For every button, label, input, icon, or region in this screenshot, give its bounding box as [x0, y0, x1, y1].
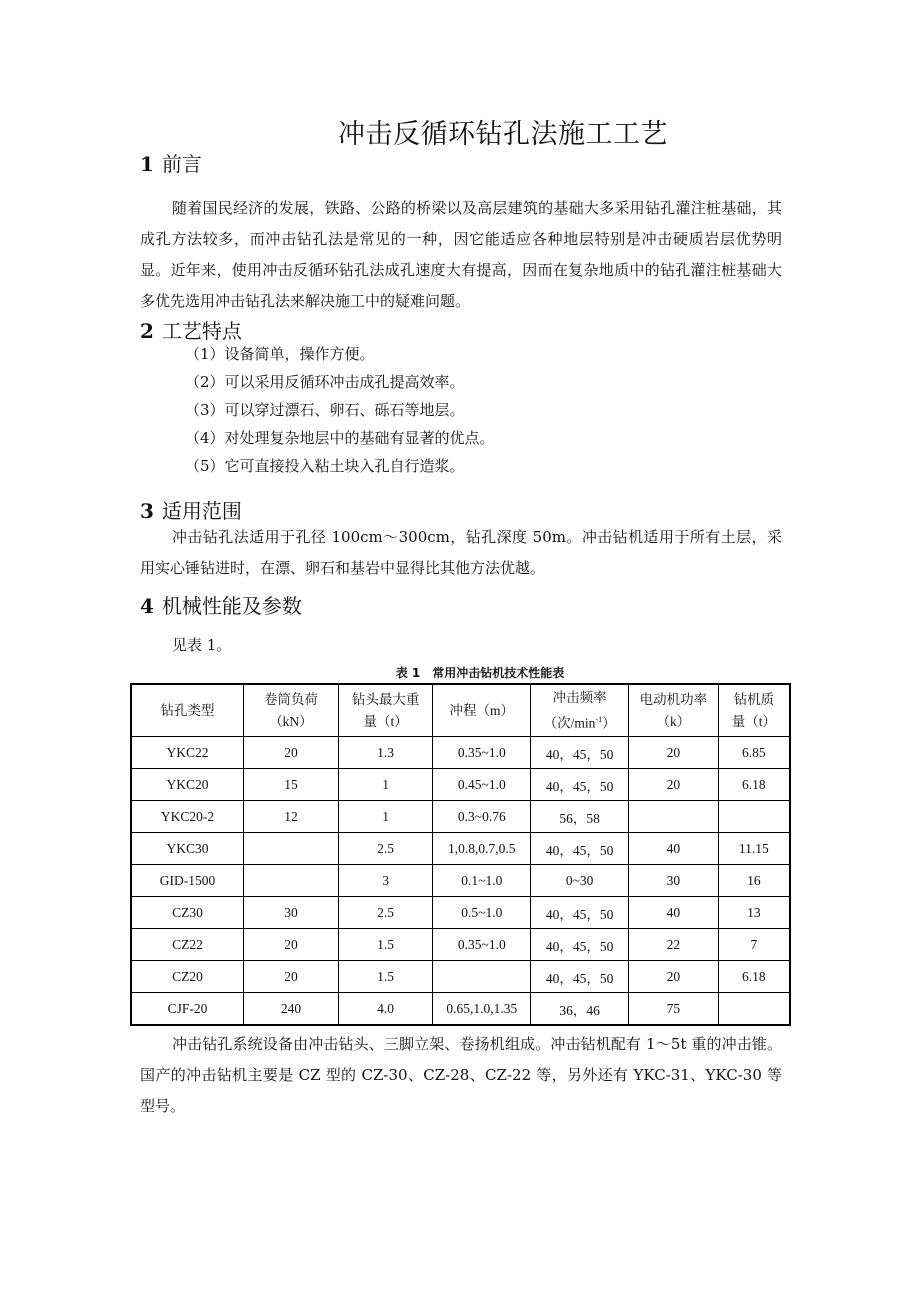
table-row — [131, 865, 790, 897]
section-title: 机械性能及参数 — [161, 594, 302, 618]
table-row — [131, 993, 790, 1026]
table-cell: 56，58 — [531, 801, 629, 833]
header-cell: 卷筒负荷 （kN） — [244, 684, 339, 737]
section-heading-2 — [140, 315, 242, 344]
table-cell: CZ22 — [131, 929, 244, 961]
table-cell: 40 — [629, 897, 719, 929]
section-number: 2 — [140, 319, 154, 343]
table-cell: 0.3~0.76 — [433, 801, 531, 833]
table-cell: 11.15 — [718, 833, 790, 865]
table-cell: 20 — [244, 961, 339, 993]
table-cell: 0.65,1.0,1.35 — [433, 993, 531, 1026]
page-title: 冲击反循环钻孔法施工工艺 — [338, 119, 668, 150]
section-number: 1 — [140, 152, 154, 176]
table-cell: 40，45，50 — [531, 961, 629, 993]
header-cell: 冲程（m） — [433, 684, 531, 737]
table-cell: 6.85 — [718, 737, 790, 769]
table-cell: 36，46 — [531, 993, 629, 1026]
table-cell: CZ30 — [131, 897, 244, 929]
table-cell: 0.45~1.0 — [433, 769, 531, 801]
table-row — [131, 801, 790, 833]
table-cell: 40，45，50 — [531, 737, 629, 769]
table-cell: YKC22 — [131, 737, 244, 769]
table-cell: YKC20 — [131, 769, 244, 801]
table-cell: 2.5 — [338, 897, 433, 929]
table-cell: 13 — [718, 897, 790, 929]
table-cell: 1.5 — [338, 929, 433, 961]
table-cell: 16 — [718, 865, 790, 897]
table-cell: 40，45，50 — [531, 897, 629, 929]
table-cell: 20 — [244, 737, 339, 769]
table-cell: 4.0 — [338, 993, 433, 1026]
table-row — [131, 737, 790, 769]
table-cell: CZ20 — [131, 961, 244, 993]
table-cell: 0.35~1.0 — [433, 929, 531, 961]
table-cell: 20 — [629, 961, 719, 993]
table-cell: 15 — [244, 769, 339, 801]
table-cell: 0~30 — [531, 865, 629, 897]
table-caption: 表 1 常用冲击钻机技术性能表 — [395, 666, 565, 680]
section-title: 工艺特点 — [161, 319, 242, 343]
table-cell: 30 — [629, 865, 719, 897]
table-cell: 6.18 — [718, 769, 790, 801]
table-cell: 22 — [629, 929, 719, 961]
table-cell: 1.5 — [338, 961, 433, 993]
table-cell — [433, 961, 531, 993]
table-cell: GID-1500 — [131, 865, 244, 897]
table-row — [131, 929, 790, 961]
table-cell: 20 — [244, 929, 339, 961]
table-cell: 40，45，50 — [531, 929, 629, 961]
intro-paragraph: 随着国民经济的发展，铁路、公路的桥梁以及高层建筑的基础大多采用钻孔灌注桩基础，其成孔方法较多，而冲击钻孔法是常见的一种，因它能适应各种地层特别是冲击硬质岩层优势明显。近年来，使用冲击反循环钻孔法成孔速度大有提高，因而在复杂地质中的钻孔灌注桩基础大多优先选用冲击钻孔法来解决施工中的疑难问题。 — [140, 199, 782, 310]
table-row — [131, 961, 790, 993]
header-cell: 钻机质 量（t） — [718, 684, 790, 737]
table-cell: YKC30 — [131, 833, 244, 865]
table-cell: 6.18 — [718, 961, 790, 993]
table-cell: 30 — [244, 897, 339, 929]
closing-paragraph: 冲击钻孔系统设备由冲击钻头、三脚立架、卷扬机组成。冲击钻机配有 1～5t 重的冲击锥。国产的冲击钻机主要是 CZ 型的 CZ-30、CZ-28、CZ-22 等，另外还有 YKC-31、YKC-30 等型号。 — [140, 1035, 782, 1115]
table-cell: 1 — [338, 769, 433, 801]
table-row — [131, 769, 790, 801]
feature-item: （2）可以采用反循环冲击成孔提高效率。 — [185, 373, 465, 391]
table-cell: 0.5~1.0 — [433, 897, 531, 929]
feature-item: （3）可以穿过漂石、卵石、砾石等地层。 — [185, 401, 465, 419]
section-title: 适用范围 — [161, 499, 242, 523]
table-cell — [718, 993, 790, 1026]
table-cell: 40 — [629, 833, 719, 865]
section-heading-4 — [140, 590, 302, 619]
table-cell: 0.35~1.0 — [433, 737, 531, 769]
table-cell: 1.3 — [338, 737, 433, 769]
table-cell: 3 — [338, 865, 433, 897]
table-cell: 12 — [244, 801, 339, 833]
header-cell: 钻孔类型 — [131, 684, 244, 737]
scope-paragraph: 冲击钻孔法适用于孔径 100cm～300cm，钻孔深度 50m。冲击钻机适用于所有土层，采用实心锤钻进时，在漂、卵石和基岩中显得比其他方法优越。 — [140, 528, 782, 577]
table-cell: 1 — [338, 801, 433, 833]
table-cell: 20 — [629, 769, 719, 801]
table-row — [131, 833, 790, 865]
header-cell: 电动机功率 （k） — [629, 684, 719, 737]
section-number: 4 — [140, 594, 154, 618]
table-cell: 240 — [244, 993, 339, 1026]
header-cell: 钻头最大重 量（t） — [338, 684, 433, 737]
table-cell: 7 — [718, 929, 790, 961]
feature-item: （5）它可直接投入粘土块入孔自行造浆。 — [185, 457, 465, 475]
table-header-row — [131, 684, 790, 737]
table-row — [131, 897, 790, 929]
drill-spec-table — [130, 683, 791, 1026]
see-table-note: 见表 1。 — [172, 636, 232, 654]
table-cell: CJF-20 — [131, 993, 244, 1026]
feature-item: （1）设备简单，操作方便。 — [185, 345, 375, 363]
table-cell: 1,0.8,0.7,0.5 — [433, 833, 531, 865]
section-number: 3 — [140, 499, 154, 523]
header-cell: 冲击频率 （次$/\min^{-1}$） — [531, 684, 629, 737]
table-body — [131, 737, 790, 1026]
table-cell: YKC20-2 — [131, 801, 244, 833]
table-cell — [718, 801, 790, 833]
table-cell: 20 — [629, 737, 719, 769]
feature-item: （4）对处理复杂地层中的基础有显著的优点。 — [185, 429, 495, 447]
section-heading-3 — [140, 495, 242, 524]
table-cell — [629, 801, 719, 833]
section-title: 前言 — [161, 152, 202, 176]
table-cell: 75 — [629, 993, 719, 1026]
table-cell — [244, 833, 339, 865]
section-heading-1 — [140, 148, 202, 177]
table-cell: 40，45，50 — [531, 833, 629, 865]
table-cell: 40，45，50 — [531, 769, 629, 801]
table-cell — [244, 865, 339, 897]
table-cell: 0.1~1.0 — [433, 865, 531, 897]
table-cell: 2.5 — [338, 833, 433, 865]
